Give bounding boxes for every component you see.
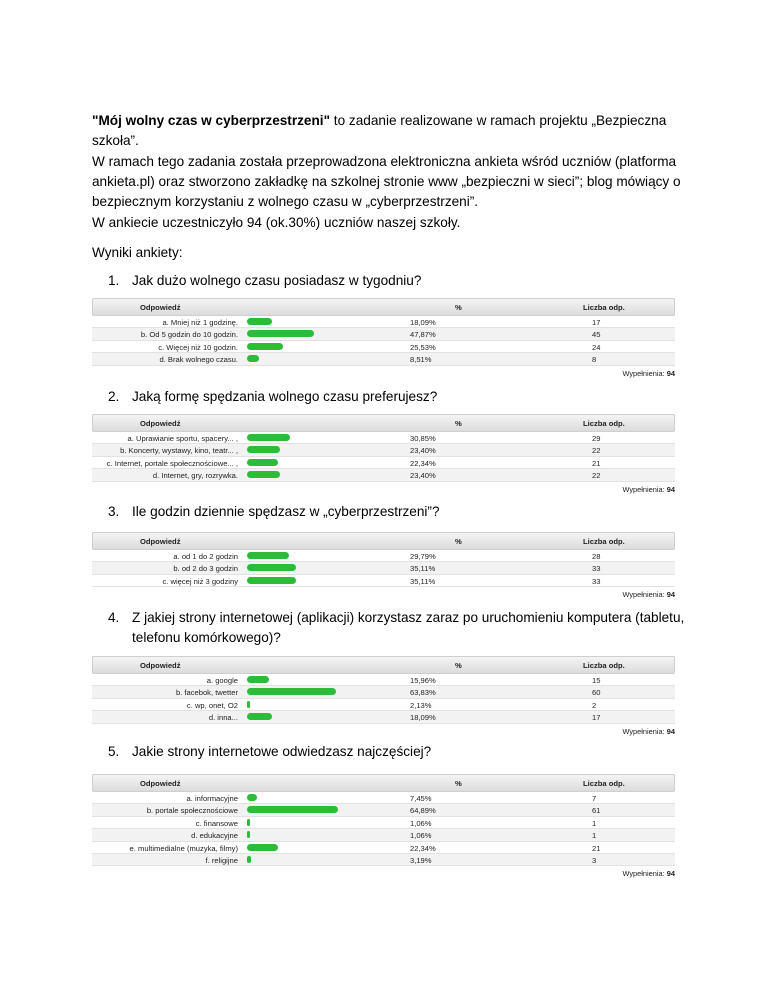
answer-count: 60 bbox=[592, 688, 601, 698]
answer-label: b. Koncerty, wystawy, kino, teatr... , bbox=[120, 446, 238, 456]
question-text: Ile godzin dziennie spędzasz w „cyberprzestrzeni”? bbox=[132, 504, 440, 519]
answer-bar bbox=[247, 330, 314, 337]
answer-percent: 47,87% bbox=[410, 330, 436, 340]
answer-percent: 1,06% bbox=[410, 831, 432, 841]
responses-value: 94 bbox=[666, 726, 675, 736]
answer-count: 7 bbox=[592, 794, 597, 803]
answer-count: 1 bbox=[592, 818, 597, 828]
answer-bar bbox=[247, 564, 296, 571]
answer-label: c. wp, onet, O2 bbox=[186, 700, 238, 710]
responses-label: Wypełnienia: bbox=[622, 368, 665, 378]
table-row bbox=[92, 854, 675, 866]
table-header bbox=[92, 298, 675, 316]
table-row bbox=[92, 444, 675, 456]
question-text: Jakie strony internetowe odwiedzasz najczęściej? bbox=[132, 744, 432, 759]
question-4 bbox=[108, 608, 688, 648]
answer-count: 28 bbox=[592, 552, 601, 561]
answer-count: 22 bbox=[592, 446, 601, 456]
responses-count bbox=[622, 869, 675, 878]
answer-bar bbox=[247, 577, 296, 584]
answer-bar bbox=[247, 713, 272, 720]
answer-label: d. Internet, gry, rozrywka. bbox=[152, 471, 238, 481]
responses-count bbox=[622, 727, 675, 736]
answer-bar bbox=[247, 676, 269, 683]
answer-label: b. od 2 do 3 godzin bbox=[173, 564, 238, 574]
table-row bbox=[92, 792, 675, 804]
answer-bar bbox=[247, 688, 336, 695]
answer-percent: 2,13% bbox=[410, 700, 432, 710]
answer-percent: 64,89% bbox=[410, 806, 436, 816]
answer-percent: 23,40% bbox=[410, 446, 436, 456]
answer-label: c. finansowe bbox=[195, 818, 238, 828]
responses-value: 94 bbox=[666, 869, 675, 879]
table-row bbox=[92, 817, 675, 829]
question-text: Z jakiej strony internetowej (aplikacji) korzystasz zaraz po uruchomieniu komputera (tabletu, telefonu komórkowego)? bbox=[132, 610, 685, 645]
answer-percent: 63,83% bbox=[410, 688, 436, 698]
responses-count bbox=[622, 590, 675, 599]
answer-percent: 1,06% bbox=[410, 818, 432, 828]
responses-label: Wypełnienia: bbox=[622, 484, 665, 494]
responses-label: Wypełnienia: bbox=[622, 590, 665, 600]
answer-percent: 8,51% bbox=[410, 355, 432, 365]
table-row bbox=[92, 674, 675, 686]
answer-label: b. portale społecznościowe bbox=[146, 806, 238, 816]
answer-count: 17 bbox=[592, 713, 601, 723]
project-title: "Mój wolny czas w cyberprzestrzeni" bbox=[92, 113, 331, 128]
question-3 bbox=[108, 502, 688, 522]
survey-table-2 bbox=[92, 414, 675, 494]
answer-bar bbox=[247, 318, 272, 325]
answer-label: c. więcej niż 3 godziny bbox=[162, 576, 238, 586]
answer-percent: 30,85% bbox=[410, 434, 436, 443]
question-number: 4. bbox=[108, 610, 120, 625]
table-row bbox=[92, 575, 675, 587]
column-header-percent: % bbox=[455, 303, 462, 312]
answer-count: 21 bbox=[592, 843, 601, 853]
answer-bar bbox=[247, 794, 257, 801]
answer-label: d. edukacyjne bbox=[191, 831, 238, 841]
column-header-answer: Odpowiedź bbox=[140, 779, 181, 788]
question-5 bbox=[108, 742, 688, 762]
table-row bbox=[92, 550, 675, 562]
column-header-count: Liczba odp. bbox=[583, 661, 625, 670]
answer-label: d. Brak wolnego czasu. bbox=[159, 355, 238, 365]
answer-count: 33 bbox=[592, 564, 601, 574]
column-header-percent: % bbox=[455, 779, 462, 788]
responses-value: 94 bbox=[666, 368, 675, 378]
table-row bbox=[92, 804, 675, 816]
column-header-count: Liczba odp. bbox=[583, 303, 625, 312]
table-row bbox=[92, 469, 675, 481]
column-header-percent: % bbox=[455, 419, 462, 428]
answer-count: 17 bbox=[592, 318, 601, 327]
question-number: 1. bbox=[108, 273, 120, 288]
responses-value: 94 bbox=[666, 590, 675, 600]
answer-bar bbox=[247, 552, 289, 559]
table-row bbox=[92, 686, 675, 698]
answer-bar bbox=[247, 831, 250, 838]
table-header bbox=[92, 774, 675, 792]
answer-label: e. multimedialne (muzyka, filmy) bbox=[129, 843, 238, 853]
responses-label: Wypełnienia: bbox=[622, 726, 665, 736]
answer-percent: 18,09% bbox=[410, 713, 436, 723]
column-header-percent: % bbox=[455, 661, 462, 670]
answer-label: a. od 1 do 2 godzin bbox=[173, 552, 238, 561]
answer-count: 33 bbox=[592, 576, 601, 586]
survey-table-1 bbox=[92, 298, 675, 378]
table-row bbox=[92, 328, 675, 340]
table-row bbox=[92, 432, 675, 444]
responses-count bbox=[622, 485, 675, 494]
question-number: 2. bbox=[108, 389, 120, 404]
table-row bbox=[92, 829, 675, 841]
answer-percent: 25,53% bbox=[410, 342, 436, 352]
intro-paragraph-description: W ramach tego zadania została przeprowadzona elektroniczna ankieta wśród uczniów (platforma ankieta.pl) oraz stworzono zakładkę na szkolnej stronie www „bezpieczni w sieci”; blog mówiący o bezpiecznym korzystaniu z wolnego czasu w „cyberprzestrzeni”. bbox=[92, 154, 681, 209]
answer-label: d. inna... bbox=[208, 713, 238, 723]
table-header bbox=[92, 656, 675, 674]
answer-label: b. Od 5 godzin do 10 godzin. bbox=[140, 330, 238, 340]
answer-label: a. Uprawianie sportu, spacery... , bbox=[127, 434, 238, 443]
question-number: 3. bbox=[108, 504, 120, 519]
answer-bar bbox=[247, 446, 280, 453]
answer-bar bbox=[247, 343, 283, 350]
answer-count: 21 bbox=[592, 458, 601, 468]
answer-percent: 23,40% bbox=[410, 471, 436, 481]
question-number: 5. bbox=[108, 744, 120, 759]
table-row bbox=[92, 353, 675, 365]
table-row bbox=[92, 711, 675, 723]
table-header bbox=[92, 414, 675, 432]
responses-label: Wypełnienia: bbox=[622, 869, 665, 879]
answer-count: 15 bbox=[592, 676, 601, 685]
answer-label: a. informacyjne bbox=[186, 794, 238, 803]
answer-count: 22 bbox=[592, 471, 601, 481]
column-header-count: Liczba odp. bbox=[583, 537, 625, 546]
answer-count: 3 bbox=[592, 855, 597, 865]
answer-bar bbox=[247, 701, 250, 708]
answer-count: 1 bbox=[592, 831, 597, 841]
answer-percent: 29,79% bbox=[410, 552, 436, 561]
column-header-count: Liczba odp. bbox=[583, 419, 625, 428]
answer-percent: 35,11% bbox=[410, 576, 436, 586]
answer-count: 29 bbox=[592, 434, 601, 443]
answer-count: 24 bbox=[592, 342, 601, 352]
answer-label: a. Mniej niż 1 godzinę. bbox=[162, 318, 238, 327]
intro-paragraph-title bbox=[92, 111, 682, 151]
question-1 bbox=[108, 271, 688, 291]
column-header-answer: Odpowiedź bbox=[140, 661, 181, 670]
table-row bbox=[92, 341, 675, 353]
answer-label: c. Internet, portale społecznościowe... , bbox=[106, 458, 238, 468]
answer-bar bbox=[247, 856, 251, 863]
column-header-count: Liczba odp. bbox=[583, 779, 625, 788]
answer-percent: 22,34% bbox=[410, 843, 436, 853]
project-title-rest: to zadanie realizowane w ramach projektu „Bezpieczna szkoła”. bbox=[92, 113, 667, 148]
answer-percent: 18,09% bbox=[410, 318, 436, 327]
answer-count: 8 bbox=[592, 355, 597, 365]
survey-table-5 bbox=[92, 774, 675, 879]
answer-percent: 22,34% bbox=[410, 458, 436, 468]
answer-label: f. religijne bbox=[205, 855, 238, 865]
answer-bar bbox=[247, 819, 250, 826]
answer-percent: 35,11% bbox=[410, 564, 436, 574]
answer-label: b. facebok, twetter bbox=[175, 688, 238, 698]
column-header-answer: Odpowiedź bbox=[140, 537, 181, 546]
answer-bar bbox=[247, 806, 338, 813]
column-header-answer: Odpowiedź bbox=[140, 419, 181, 428]
answer-count: 2 bbox=[592, 700, 597, 710]
answer-count: 61 bbox=[592, 806, 601, 816]
answer-percent: 15,96% bbox=[410, 676, 436, 685]
answer-percent: 7,45% bbox=[410, 794, 432, 803]
column-header-percent: % bbox=[455, 537, 462, 546]
survey-table-3 bbox=[92, 532, 675, 600]
column-header-answer: Odpowiedź bbox=[140, 303, 181, 312]
answer-label: c. Więcej niż 10 godzin. bbox=[158, 342, 238, 352]
answer-percent: 3,19% bbox=[410, 855, 432, 865]
responses-value: 94 bbox=[666, 484, 675, 494]
answer-label: a. google bbox=[206, 676, 238, 685]
answer-bar bbox=[247, 434, 290, 441]
answer-bar bbox=[247, 355, 259, 362]
answer-bar bbox=[247, 844, 278, 851]
question-text: Jak dużo wolnego czasu posiadasz w tygodniu? bbox=[132, 273, 422, 288]
table-row bbox=[92, 457, 675, 469]
question-2 bbox=[108, 387, 688, 407]
answer-bar bbox=[247, 459, 278, 466]
table-row bbox=[92, 562, 675, 574]
table-header bbox=[92, 532, 675, 550]
intro-paragraph-results-heading: Wyniki ankiety: bbox=[92, 245, 183, 260]
responses-count bbox=[622, 369, 675, 378]
table-row bbox=[92, 842, 675, 854]
table-row bbox=[92, 699, 675, 711]
survey-table-4 bbox=[92, 656, 675, 736]
intro-paragraph-participants: W ankiecie uczestniczyło 94 (ok.30%) uczniów naszej szkoły. bbox=[92, 215, 461, 230]
answer-count: 45 bbox=[592, 330, 601, 340]
answer-bar bbox=[247, 471, 280, 478]
question-text: Jaką formę spędzania wolnego czasu preferujesz? bbox=[132, 389, 438, 404]
table-row bbox=[92, 316, 675, 328]
